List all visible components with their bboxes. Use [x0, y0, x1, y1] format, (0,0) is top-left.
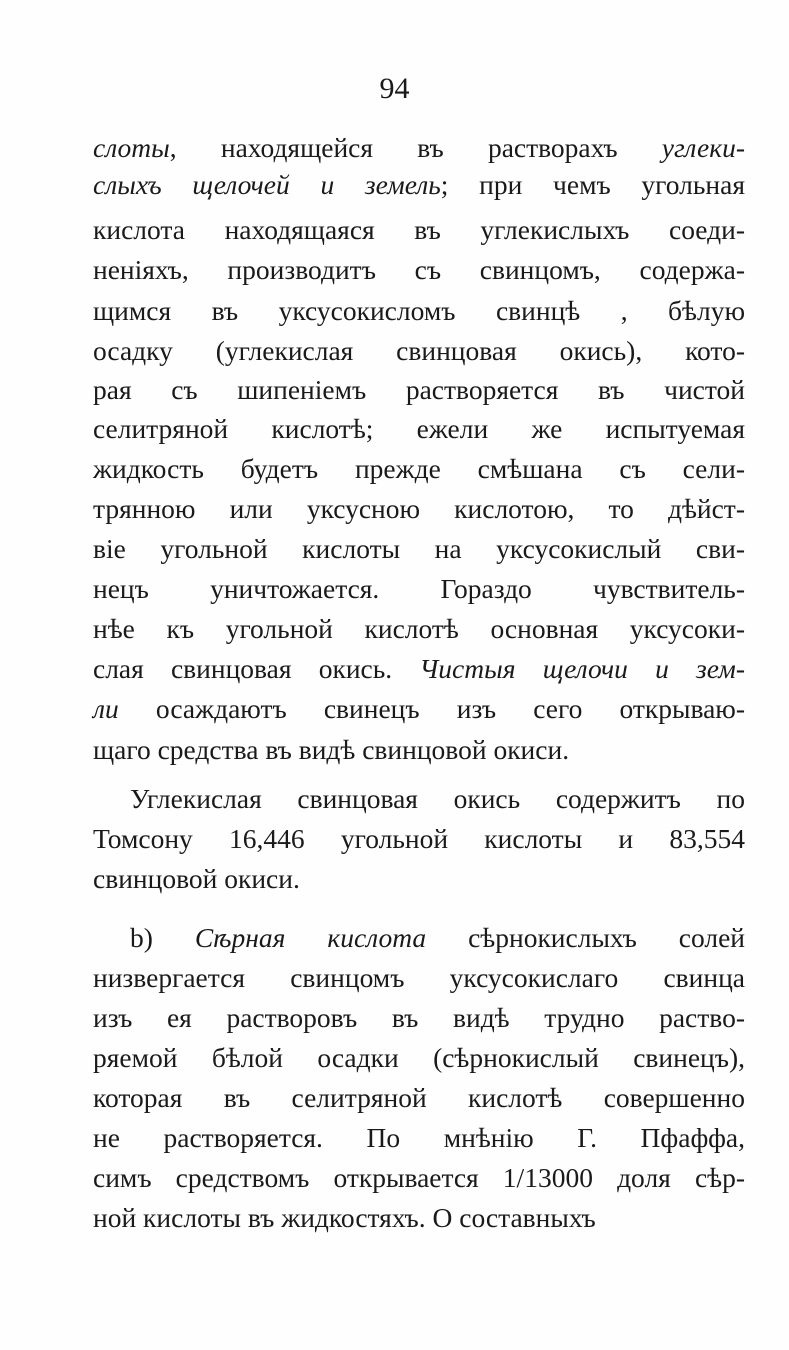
italic-text: Сѣрная кислота: [194, 922, 427, 953]
text-segment: симъ средствомъ открывается 1/13000 доля сѣр-: [93, 1162, 745, 1193]
text-line: [93, 333, 745, 369]
text-line: [93, 130, 745, 166]
text-line: [93, 1000, 745, 1036]
text-line: [93, 732, 745, 768]
text-line: [93, 372, 745, 408]
text-segment: слая свинцовая окись.: [93, 653, 420, 684]
text-line: [93, 167, 745, 203]
text-line: [93, 252, 745, 288]
text-segment: кислота находящаяся въ углекислыхъ соеди-: [93, 214, 745, 245]
text-segment: Углекислая свинцовая окись содержитъ по: [130, 783, 745, 814]
text-line: [93, 212, 745, 248]
text-segment: нѣе къ угольной кислотѣ основная уксусоки-: [93, 613, 745, 644]
text-line: [93, 491, 745, 527]
text-line: [93, 293, 745, 329]
text-segment: b): [130, 922, 195, 953]
text-segment: жидкость будетъ прежде смѣшана съ сели-: [93, 453, 745, 484]
text-segment: которая въ селитряной кислотѣ совершенно: [93, 1082, 745, 1113]
text-segment: щаго средства въ видѣ свинцовой окиси.: [93, 734, 570, 765]
text-line: [93, 691, 745, 727]
text-segment: ной кислоты въ жидкостяхъ. О составныхъ: [93, 1202, 596, 1233]
text-line: [93, 1080, 745, 1116]
text-segment: осадку (углекислая свинцовая окись), кото-: [93, 335, 745, 366]
text-line: [93, 451, 745, 487]
text-line: [93, 960, 745, 996]
text-line: [93, 411, 745, 447]
text-segment: не растворяется. По мнѣнію Г. Пфаффа,: [93, 1122, 745, 1153]
text-line: [130, 781, 745, 817]
page-number: 94: [379, 72, 410, 105]
text-line: [130, 920, 745, 956]
text-line: [93, 861, 745, 897]
text-segment: , находящейся въ растворахъ: [169, 132, 662, 163]
text-segment: изъ ея растворовъ въ видѣ трудно раство-: [93, 1002, 745, 1033]
italic-text: ли: [93, 693, 119, 724]
text-segment: трянною или уксусною кислотою, то дѣйст-: [93, 493, 745, 524]
italic-text: Чистыя щелочи и зем-: [419, 653, 745, 684]
text-segment: ; при чемъ угольная: [440, 169, 745, 200]
text-line: [93, 1120, 745, 1156]
text-line: [93, 571, 745, 607]
text-line: [93, 1160, 745, 1196]
text-segment: неніяхъ, производитъ съ свинцомъ, содержа-: [93, 254, 745, 285]
text-line: [93, 821, 745, 857]
text-segment: ряемой бѣлой осадки (сѣрнокислый свинецъ),: [93, 1042, 745, 1073]
text-segment: нецъ уничтожается. Гораздо чувствитель-: [93, 573, 745, 604]
text-segment: свинцовой окиси.: [93, 863, 300, 894]
text-segment: щимся въ уксусокисломъ свинцѣ , бѣлую: [93, 295, 745, 326]
text-line: [93, 1200, 745, 1236]
text-line: [93, 651, 745, 687]
text-line: [93, 611, 745, 647]
text-line: [93, 531, 745, 567]
text-line: [93, 1040, 745, 1076]
italic-text: углеки-: [661, 132, 745, 163]
text-segment: осаждаютъ свинецъ изъ сего открываю-: [118, 693, 745, 724]
text-segment: Томсону 16,446 угольной кислоты и 83,554: [93, 823, 745, 854]
text-segment: низвергается свинцомъ уксусокислаго свинца: [93, 962, 745, 993]
text-segment: рая съ шипеніемъ растворяется въ чистой: [93, 374, 745, 405]
text-segment: сѣрнокислыхъ солей: [426, 922, 745, 953]
italic-text: слыхъ щелочей и земель: [93, 169, 441, 200]
text-segment: віе угольной кислоты на уксусокислый сви-: [93, 533, 745, 564]
italic-text: слоты: [93, 132, 170, 163]
text-segment: селитряной кислотѣ; ежели же испытуемая: [93, 413, 745, 444]
